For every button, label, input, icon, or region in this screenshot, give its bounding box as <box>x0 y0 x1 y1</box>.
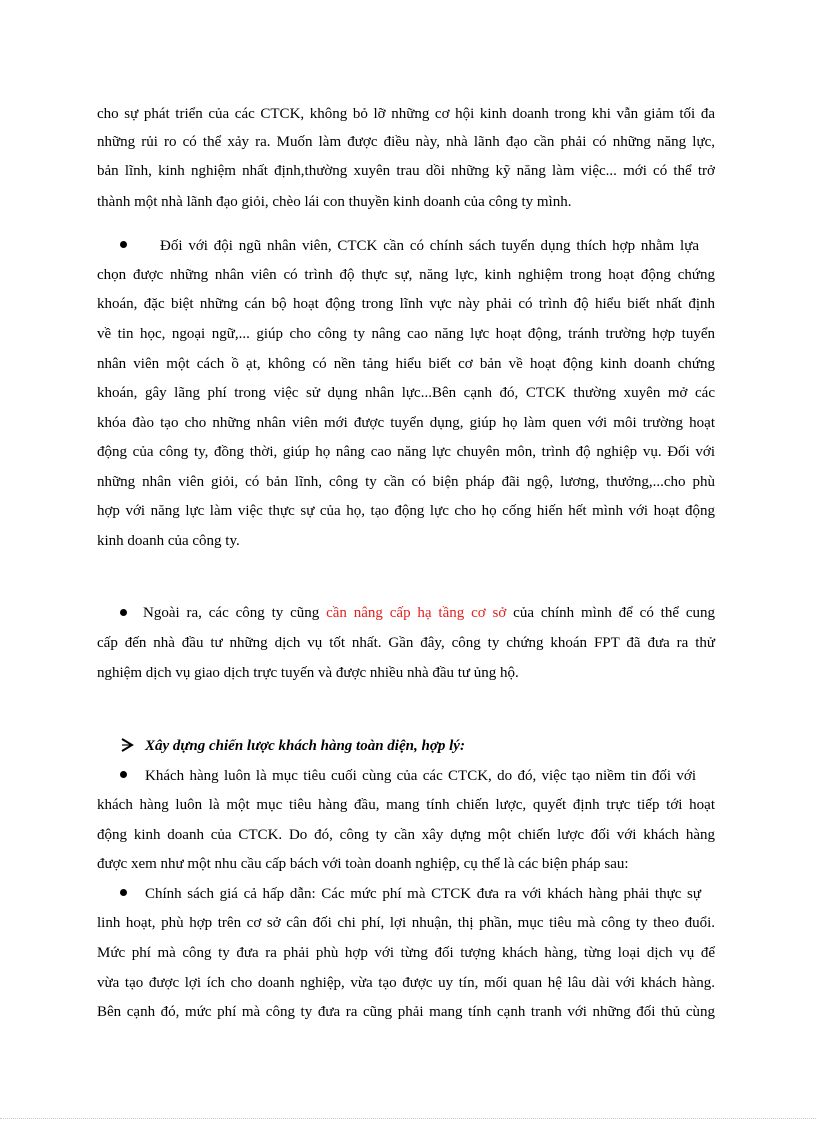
para2-line-5: nhân viên một cách ồ ạt, không có nền tảng hiểu biết cơ bản về hoạt động kinh doanh chứng <box>97 356 715 372</box>
para2-line-1: Đối với đội ngũ nhân viên, CTCK cần có chính sách tuyển dụng thích hợp nhằm lựa <box>160 238 699 254</box>
para4-line-2: khách hàng luôn là một mục tiêu hàng đầu, mang tính chiến lược, quyết định trực tiếp tới hoạt <box>97 797 715 813</box>
section-heading: Xây dựng chiến lược khách hàng toàn diện, hợp lý: <box>145 738 465 754</box>
para5-line-2: linh hoạt, phù hợp trên cơ sở cân đối chi phí, lợi nhuận, thị phần, mục tiêu mà công ty theo đuổi. <box>97 915 715 931</box>
para1-line-1: cho sự phát triển của các CTCK, không bỏ lỡ những cơ hội kinh doanh trong khi vẫn giảm tối đa <box>97 106 715 122</box>
para4-line-3: động kinh doanh của CTCK. Do đó, công ty cần xây dựng một chiến lược đối với khách hàng <box>97 827 715 843</box>
para2-line-11: kinh doanh của công ty. <box>97 533 240 549</box>
para5-line-5: Bên cạnh đó, mức phí mà công ty đưa ra cũng phải mang tính cạnh tranh với những đối thủ cùng <box>97 1004 715 1020</box>
para2-line-4: về tin học, ngoại ngữ,... giúp cho công ty nâng cao năng lực hoạt động, tránh trường hợp tuyển <box>97 326 715 342</box>
bullet-icon <box>120 771 127 778</box>
para2-line-8: động của công ty, đồng thời, giúp họ nâng cao năng lực chuyên môn, trình độ nghiệp vụ. Đối với <box>97 444 715 460</box>
para3-text-after: của chính mình để có thể cung <box>513 605 716 621</box>
para3-text-before: Ngoài ra, các công ty cũng <box>143 605 320 621</box>
bullet-icon <box>120 609 127 616</box>
para3-highlight-text: cần nâng cấp hạ tầng cơ sở <box>326 605 507 621</box>
page-bottom-divider <box>0 1118 816 1119</box>
para4-line-1: Khách hàng luôn là mục tiêu cuối cùng của các CTCK, do đó, việc tạo niềm tin đối với <box>145 768 696 784</box>
para1-line-4: thành một nhà lãnh đạo giỏi, chèo lái con thuyền kinh doanh của công ty mình. <box>97 194 572 210</box>
bullet-icon <box>120 241 127 248</box>
para2-line-10: hợp với năng lực làm việc thực sự của họ, tạo động lực cho họ cống hiến hết mình với hoạt động <box>97 503 715 519</box>
para3-line-3: nghiệm dịch vụ giao dịch trực tuyến và được nhiều nhà đầu tư ủng hộ. <box>97 665 519 681</box>
para1-line-2: những rủi ro có thể xảy ra. Muốn làm được điều này, nhà lãnh đạo cần phải có những năng lực, <box>97 134 715 150</box>
para5-line-1: Chính sách giá cả hấp dẫn: Các mức phí mà CTCK đưa ra với khách hàng phải thực sự <box>145 886 701 902</box>
para2-line-6: khoán, gây lãng phí trong việc sử dụng nhân lực...Bên cạnh đó, CTCK thường xuyên mở các <box>97 385 715 401</box>
para3-line-1 <box>143 603 715 623</box>
para5-line-4: vừa tạo được lợi ích cho doanh nghiệp, vừa tạo được uy tín, mối quan hệ lâu dài với khách hàng. <box>97 975 715 991</box>
para2-line-9: những nhân viên giỏi, có bản lĩnh, công ty cần có biện pháp đãi ngộ, lương, thưởng,...cho phù <box>97 474 715 490</box>
para2-line-2: chọn được những nhân viên có trình độ thực sự, năng lực, kinh nghiệm trong hoạt động chứng <box>97 267 715 283</box>
bullet-icon <box>120 889 127 896</box>
para3-line-2: cấp đến nhà đầu tư những dịch vụ tốt nhất. Gần đây, công ty chứng khoán FPT đã đưa ra thử <box>97 635 715 651</box>
para4-line-4: được xem như một nhu cầu cấp bách với toàn doanh nghiệp, cụ thể là các biện pháp sau: <box>97 856 629 872</box>
para2-line-7: khóa đào tạo cho những nhân viên mới được tuyển dụng, giúp họ làm quen với môi trường hoạt <box>97 415 715 431</box>
para2-line-3: khoán, đặc biệt những cán bộ hoạt động trong lĩnh vực này phải có trình độ hiểu biết nhất định <box>97 296 715 312</box>
para1-line-3: bản lĩnh, kinh nghiệm nhất định,thường xuyên trau dồi những kỹ năng làm việc... mới có thể trở <box>97 163 715 179</box>
arrow-bullet-icon <box>120 737 134 753</box>
para5-line-3: Mức phí mà công ty đưa ra phải phù hợp với từng đối tượng khách hàng, từng loại dịch vụ để <box>97 945 715 961</box>
